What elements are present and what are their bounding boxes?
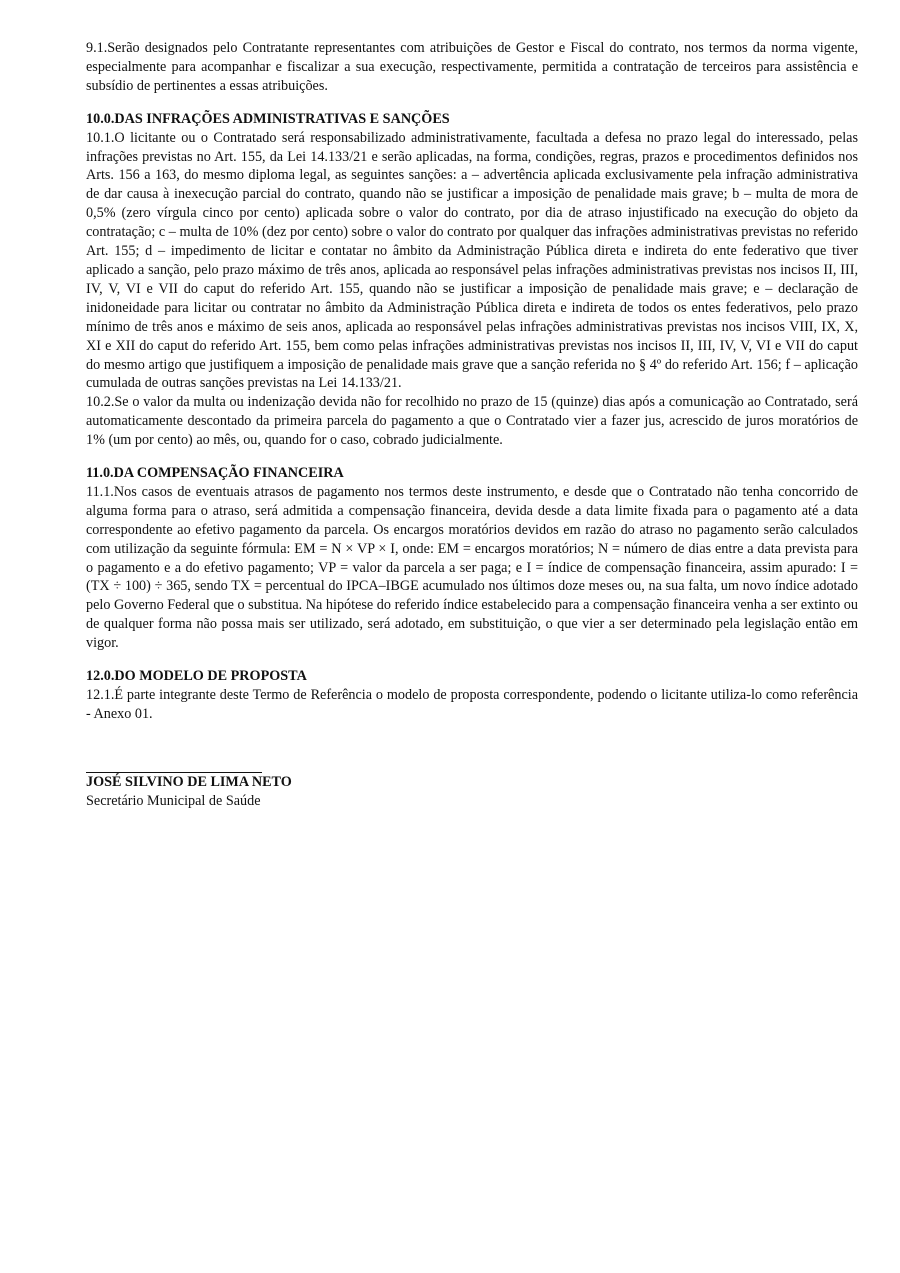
heading-section-10: 10.0.DAS INFRAÇÕES ADMINISTRATIVAS E SANÇÕES: [86, 110, 450, 127]
heading-section-11: 11.0.DA COMPENSAÇÃO FINANCEIRA: [86, 465, 344, 482]
paragraph-10-1: 10.1.O licitante ou o Contratado será responsabilizado administrativamente, facultada a defesa no prazo legal do interessado, pelas infrações previstas no Art. 155, da Lei 14.133/21 e serão aplicadas, na forma, condições, regras, prazos e procedimentos definidos nos Arts. 156 a 163, do mesmo diploma legal, as seguintes sanções: a – advertência aplicada exclusivamente pela infração administrativa de dar causa à inexecução parcial do contrato, quando não se justificar a imposição de penalidade mais grave; b – multa de mora de 0,5% (zero vírgula cinco por cento) aplicada sobre o valor do contrato, por dia de atraso injustificado na execução do objeto da contratação; c – multa de 10% (dez por cento) sobre o valor do contrato por qualquer das infrações administrativas previstas no referido Art. 155; d – impedimento de licitar e contatar no âmbito da Administração Pública direta e indireta do ente federativo que tiver aplicado a sanção, pelo prazo máximo de três anos, aplicada ao responsável pelas infrações administrativas previstas nos incisos II, III, IV, V, VI e VII do caput do referido Art. 155, quando não se justificar a imposição de penalidade mais grave; e – declaração de inidoneidade para licitar ou contratar no âmbito da Administração Pública direta e indireta de todos os entes federativos, pelo prazo mínimo de três anos e máximo de seis anos, aplicada ao responsável pelas infrações administrativas previstas nos incisos VIII, IX, X, XI e XII do caput do referido Art. 155, bem como pelas infrações administrativas previstas nos incisos II, III, IV, V, VI e VII do caput do mesmo artigo que justifiquem a imposição de penalidade mais grave que a sanção referida no § 4º do referido Art. 156; f – aplicação cumulada de outras sanções previstas na Lei 14.133/21.: [86, 129, 858, 392]
signatory-name: JOSÉ SILVINO DE LIMA NETO: [86, 773, 292, 790]
paragraph-9-1: 9.1.Serão designados pelo Contratante representantes com atribuições de Gestor e Fiscal do contrato, nos termos da norma vigente, especialmente para acompanhar e fiscalizar a sua execução, respectivamente, permitida a contratação de terceiros para assistência e subsídio de pertinentes a essas atribuições.: [86, 40, 858, 94]
paragraph-11-1: 11.1.Nos casos de eventuais atrasos de pagamento nos termos deste instrumento, e desde que o Contratado não tenha concorrido de alguma forma para o atraso, será admitida a compensação financeira, devida desde a data limite fixada para o pagamento até a data correspondente ao efetivo pagamento da parcela. Os encargos moratórios devidos em razão do atraso no pagamento serão calculados com utilização da seguinte fórmula: EM = N × VP × I, onde: EM = encargos moratórios; N = número de dias entre a data prevista para o pagamento e a do efetivo pagamento; VP = valor da parcela a ser paga; e I = índice de compensação financeira, assim apurado: I = (TX ÷ 100) ÷ 365, sendo TX = percentual do IPCA–IBGE acumulado nos últimos doze meses ou, na sua falta, um novo índice adotado pelo Governo Federal que o substitua. Na hipótese do referido índice estabelecido para a compensação financeira venha a ser extinto ou de qualquer forma não possa mais ser utilizado, será adotado, em substituição, o que vier a ser determinado pela legislação então em vigor.: [86, 483, 858, 652]
heading-section-12: 12.0.DO MODELO DE PROPOSTA: [86, 668, 307, 685]
signatory-title: Secretário Municipal de Saúde: [86, 792, 261, 809]
paragraph-12-1: 12.1.É parte integrante deste Termo de Referência o modelo de proposta correspondente, podendo o licitante utiliza-lo como referência - Anexo 01.: [86, 687, 858, 722]
document-page: [86, 39, 858, 811]
paragraph-10-2: 10.2.Se o valor da multa ou indenização devida não for recolhido no prazo de 15 (quinze) dias após a comunicação ao Contratado, será automaticamente descontado da primeira parcela do pagamento a que o Contratado vier a fazer jus, acrescido de juros moratórios de 1% (um por cento) ao mês, ou, quando for o caso, cobrado judicialmente.: [86, 394, 858, 449]
